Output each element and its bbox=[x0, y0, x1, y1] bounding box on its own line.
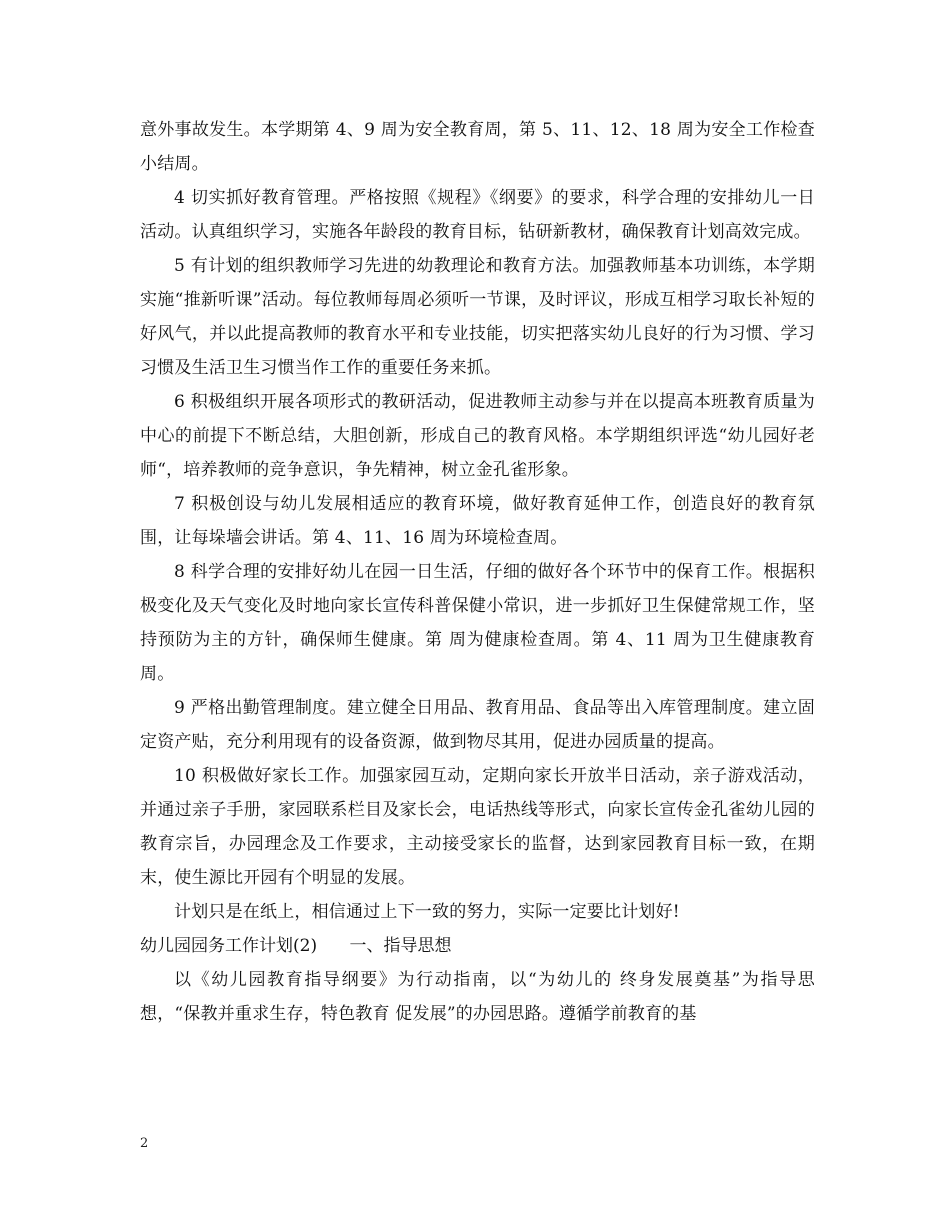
page-number: 2 bbox=[140, 1136, 149, 1151]
paragraph-item-9: 9 严格出勤管理制度。建立健全日用品、教育用品、食品等出入库管理制度。建立固定资产贴，充分利用现有的设备资源，做到物尽其用，促进办园质量的提高。 bbox=[140, 698, 815, 752]
paragraph-item-5: 5 有计划的组织教师学习先进的幼教理论和教育方法。加强教师基本功训练，本学期实施“推新听课”活动。每位教师每周必须听一节课，及时评议，形成互相学习取长补短的好风气，并以此提高教师的教育水平和专业技能，切实把落实幼儿良好的行为习惯、学习习惯及生活卫生习惯当作工作的重要任务来抓。 bbox=[140, 256, 815, 378]
section-heading: 幼儿园园务工作计划(2) 一、指导思想 bbox=[140, 936, 452, 956]
paragraph-guiding-thought: 以《幼儿园教育指导纲要》为行动指南，以“为幼儿的 终身发展奠基”为指导思想，“保教并重求生存，特色教育 促发展”的办园思路。遵循学前教育的基 bbox=[140, 970, 815, 1024]
paragraph-item-7: 7 积极创设与幼儿发展相适应的教育环境，做好教育延伸工作，创造良好的教育氛围，让每垛墙会讲话。第 4、11、16 周为环境检查周。 bbox=[140, 494, 815, 548]
paragraph-item-6: 6 积极组织开展各项形式的教研活动，促进教师主动参与并在以提高本班教育质量为中心的前提下不断总结，大胆创新，形成自己的教育风格。本学期组织评选“幼儿园好老师“，培养教师的竞争意识，争先精神，树立金孔雀形象。 bbox=[140, 392, 815, 480]
paragraph-item-4: 4 切实抓好教育管理。严格按照《规程》《纲要》的要求，科学合理的安排幼儿一日活动。认真组织学习，实施各年龄段的教育目标，钻研新教材，确保教育计划高效完成。 bbox=[140, 188, 815, 242]
paragraph-item-8: 8 科学合理的安排好幼儿在园一日生活，仔细的做好各个环节中的保育工作。根据积极变化及天气变化及时地向家长宣传科普保健小常识，进一步抓好卫生保健常规工作，坚持预防为主的方针，确保师生健康。第 周为健康检查周。第 4、11 周为卫生健康教育周。 bbox=[140, 562, 815, 684]
paragraph-item-10: 10 积极做好家长工作。加强家园互动，定期向家长开放半日活动，亲子游戏活动，并通过亲子手册，家园联系栏目及家长会，电话热线等形式，向家长宣传金孔雀幼儿园的教育宗旨，办园理念及工作要求，主动接受家长的监督，达到家园教育目标一致，在期末，使生源比开园有个明显的发展。 bbox=[140, 766, 815, 888]
paragraph-safety-weeks: 意外事故发生。本学期第 4、9 周为安全教育周，第 5、11、12、18 周为安全工作检查小结周。 bbox=[140, 120, 815, 174]
paragraph-plan-conclusion: 计划只是在纸上，相信通过上下一致的努力，实际一定要比计划好! bbox=[174, 902, 680, 922]
document-body bbox=[140, 113, 815, 1031]
